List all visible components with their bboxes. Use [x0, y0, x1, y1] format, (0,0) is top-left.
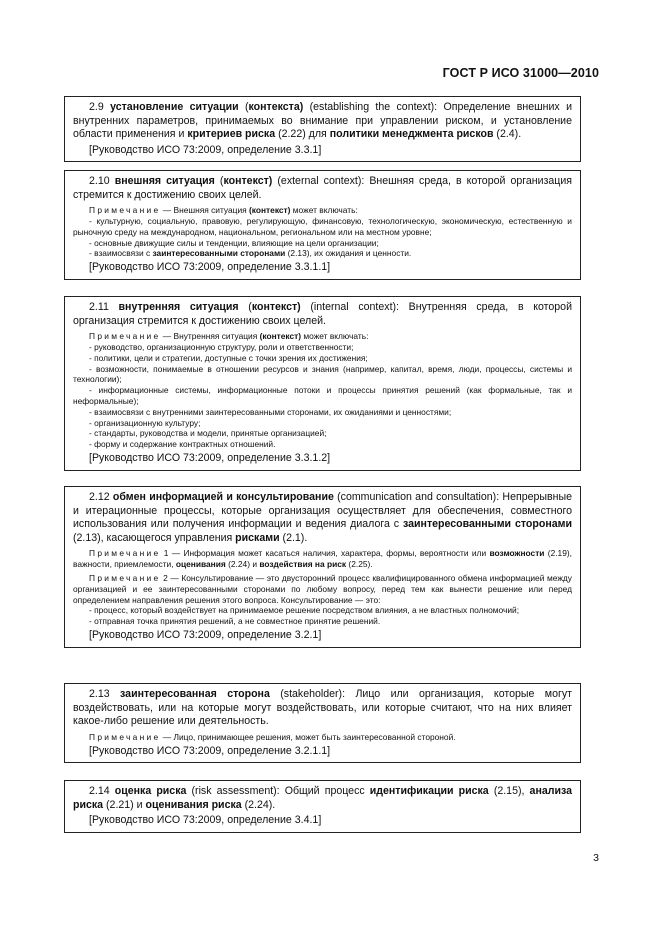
term-title: оценка риска	[114, 785, 187, 797]
list-item: - форму и содержание контрактных отношений.	[89, 439, 276, 450]
definition: 2.12 обмен информацией и консультирование (communication and consultation): Непрерывные и итерационные процессы, которые организация осуществляет для обеспечения, совместного использования или получения информации и ведения диалога с заинтересованными сторонами (2.13), касающегося управления рисками (2.1).	[73, 491, 572, 544]
list-item: - возможности, понимаемые в отношении ресурсов и знания (например, капитал, время, люди, процессы, системы и технологии);	[73, 363, 572, 385]
term-title: обмен информацией и консультирование	[112, 491, 334, 503]
term-entry-2-12	[64, 486, 581, 648]
term-link: анализа риска	[73, 785, 572, 811]
entry-number: 2.9	[89, 101, 104, 113]
note: Примечание — Внешняя ситуация (контекст) может включать:	[89, 205, 358, 216]
source-reference: [Руководство ИСО 73:2009, определение 3.3.1.1]	[89, 261, 331, 274]
source-reference: [Руководство ИСО 73:2009, определение 3.4.1]	[89, 814, 322, 827]
term-entry-2-9	[64, 96, 581, 162]
definition: 2.9 установление ситуации (контекста) (establishing the context): Определение внешних и внутренних параметров, принимаемых во внимание при управлении риском, и установление области применения и критериев риска (2.22) для политики менеджмента рисков (2.4).	[73, 101, 572, 141]
source-reference: [Руководство ИСО 73:2009, определение 3.3.1.2]	[89, 451, 331, 464]
definition: 2.14 оценка риска (risk assessment): Общий процесс идентификации риска (2.15), анализа риска (2.21) и оценивания риска (2.24).	[73, 785, 572, 811]
term-link: идентификации риска	[369, 785, 489, 797]
note: Примечание — Внутренняя ситуация (контекст) может включать:	[89, 331, 369, 342]
list-item: - основные движущие силы и тенденции, влияющие на цели организации;	[89, 237, 379, 248]
source-reference: [Руководство ИСО 73:2009, определение 3.2.1.1]	[89, 744, 331, 757]
term-entry-2-11	[64, 296, 581, 471]
definition: 2.13 заинтересованная сторона (stakeholder): Лицо или организация, которые могут воздействовать, или на которые могут воздействовать, или которые считают, что на них влияет какое-либо решение или деятельность.	[73, 688, 572, 728]
term-link: оценивания риска	[145, 798, 242, 811]
definition: 2.10 внешняя ситуация (контекст) (external context): Внешняя среда, в которой организация стремится к достижению своих целей.	[73, 175, 572, 201]
term-link: рисками	[235, 531, 280, 544]
term-link: заинтересованными сторонами	[403, 518, 572, 531]
entry-number: 2.14	[89, 785, 110, 797]
entry-number: 2.13	[89, 688, 110, 700]
page-number: 3	[593, 852, 599, 864]
note-2: Примечание 2 — Консультирование — это двусторонний процесс квалифицированного обмена информацией между организацией и ее заинтересованными сторонами по любому вопросу, перед тем как вынести решение или перед определением направления решения этого вопроса. Консультирование — это:	[73, 572, 572, 605]
note-label: Примечание	[89, 572, 161, 583]
term-entry-2-14	[64, 780, 581, 833]
note-label: Примечание	[89, 205, 161, 216]
term-title: внешняя ситуация	[114, 175, 215, 187]
list-item: - стандарты, руководства и модели, принятые организацией;	[89, 428, 327, 439]
term-title: заинтересованная сторона	[120, 688, 270, 700]
list-item: - взаимосвязи с внутренними заинтересованными сторонами, их ожиданиями и ценностями;	[89, 406, 452, 417]
term-title: установление ситуации	[110, 101, 239, 113]
term-title: внутренняя ситуация	[118, 301, 239, 313]
document-header: ГОСТ Р ИСО 31000—2010	[442, 66, 599, 80]
list-item: - организационную культуру;	[89, 417, 201, 428]
source-reference: [Руководство ИСО 73:2009, определение 3.2.1]	[89, 628, 322, 641]
note-1: Примечание 1 — Информация может касаться наличия, характера, формы, вероятности или возможности (2.19), важности, приемлемости, оценивания (2.24) и воздействия на риск (2.25).	[73, 548, 572, 570]
term-entry-2-13	[64, 683, 581, 763]
source-reference: [Руководство ИСО 73:2009, определение 3.3.1]	[89, 143, 322, 156]
list-item: - руководство, организационную структуру, роли и ответственности;	[89, 341, 354, 352]
note-label: Примечание	[89, 331, 161, 342]
list-item: - информационные системы, информационные потоки и процессы принятия решений (как формальные, так и неформальные);	[73, 385, 572, 406]
note-label: Примечание	[89, 731, 161, 742]
list-item: - процесс, который воздействует на принимаемое решение посредством влияния, а не властных полномочий;	[89, 605, 520, 616]
list-item: - отправная точка принятия решений, а не совместное принятие решений.	[89, 616, 381, 627]
note-label: Примечание	[89, 548, 161, 559]
note: Примечание — Лицо, принимающее решения, может быть заинтересованной стороной.	[89, 731, 456, 742]
definition: 2.11 внутренняя ситуация (контекст) (internal context): Внутренняя среда, в которой организация стремится к достижению своих целей.	[73, 301, 572, 327]
term-entry-2-10	[64, 170, 581, 280]
list-item: - политики, цели и стратегии, доступные с точки зрения их достижения;	[89, 352, 368, 363]
entry-number: 2.11	[89, 301, 109, 313]
list-item: - культурную, социальную, правовую, регулирующую, финансовую, технологическую, экономическую, естественную и рыночную среду на международном, национальном, региональном или на местном уровне;	[73, 215, 572, 237]
list-item: - взаимосвязи с заинтересованными сторонами (2.13), их ожидания и ценности.	[89, 248, 412, 259]
term-link: критериев риска	[187, 128, 276, 141]
term-link: политики менеджмента рисков	[329, 128, 494, 141]
entry-number: 2.12	[89, 491, 110, 503]
entry-number: 2.10	[89, 175, 110, 187]
